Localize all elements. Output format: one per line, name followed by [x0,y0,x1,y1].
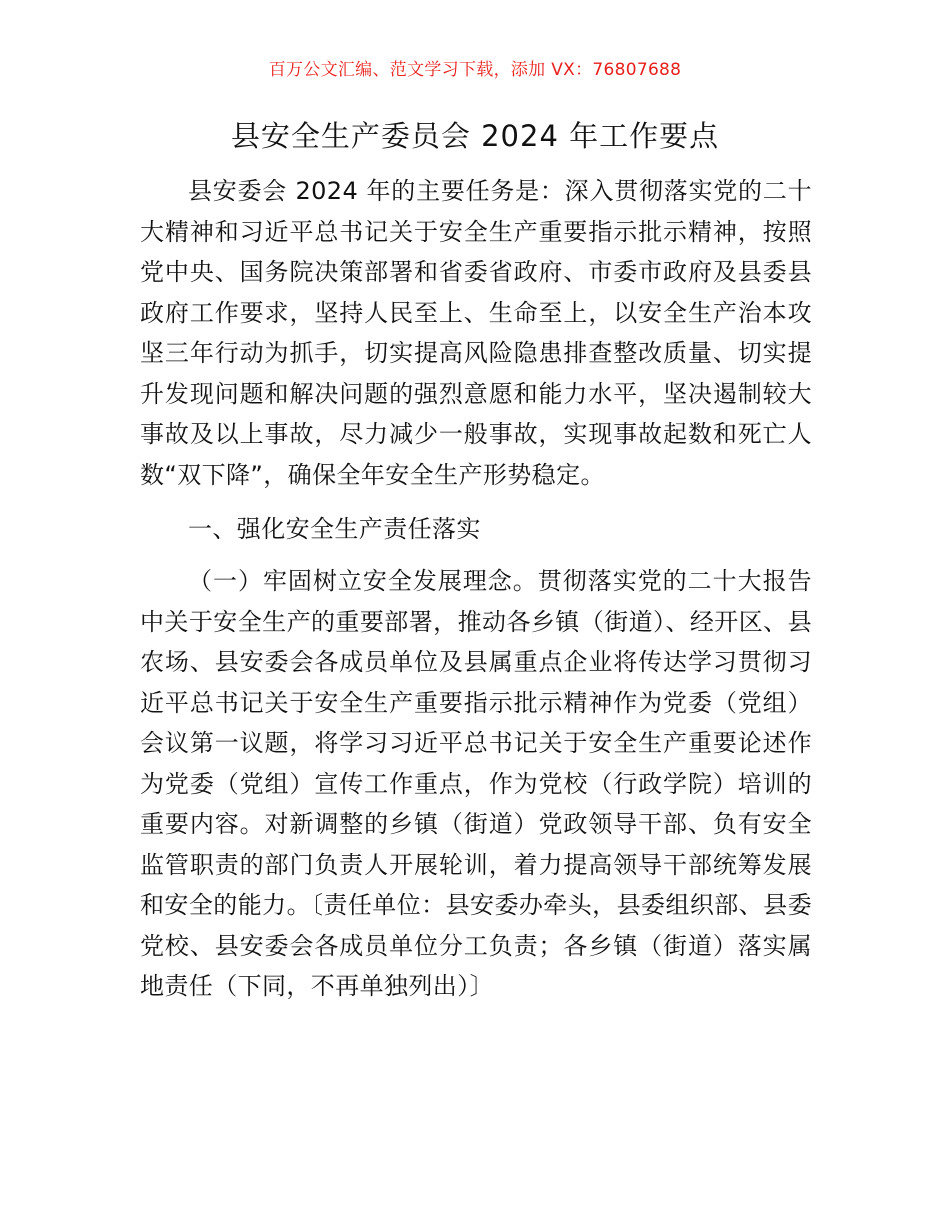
watermark-text: 百万公文汇编、范文学习下载，添加 VX：76807688 [268,60,682,80]
document-title: 县安全生产委员会 2024 年工作要点 [230,119,720,153]
section-item-paragraph: （一）牢固树立安全发展理念。贯彻落实党的二十大报告中关于安全生产的重要部署，推动各乡镇（街道）、经开区、县农场、县安委会各成员单位及县属重点企业将传达学习贯彻习近平总书记关于安全生产重要指示批示精神作为党委（党组）会议第一议题，将学习习近平总书记关于安全生产重要论述作为党委（党组）宣传工作重点，作为党校（行政学院）培训的重要内容。对新调整的乡镇（街道）党政领导干部、负有安全监管职责的部门负责人开展轮训，着力提高领导干部统筹发展和安全的能力。〔责任单位：县安委办牵头，县委组织部、县委党校、县安委会各成员单位分工负责；各乡镇（街道）落实属地责任（下同，不再单独列出）〕 [140,567,812,1000]
section-heading: 一、强化安全生产责任落实 [188,515,481,543]
document-body [140,171,812,1007]
intro-paragraph: 县安委会 2024 年的主要任务是：深入贯彻落实党的二十大精神和习近平总书记关于安全生产重要指示批示精神，按照党中央、国务院决策部署和省委省政府、市委市政府及县委县政府工作要求，坚持人民至上、生命至上，以安全生产治本攻坚三年行动为抓手，切实提高风险隐患排查整改质量、切实提升发现问题和解决问题的强烈意愿和能力水平，坚决遏制较大事故及以上事故，尽力减少一般事故，实现事故起数和死亡人数“双下降”，确保全年安全生产形势稳定。 [140,177,812,489]
